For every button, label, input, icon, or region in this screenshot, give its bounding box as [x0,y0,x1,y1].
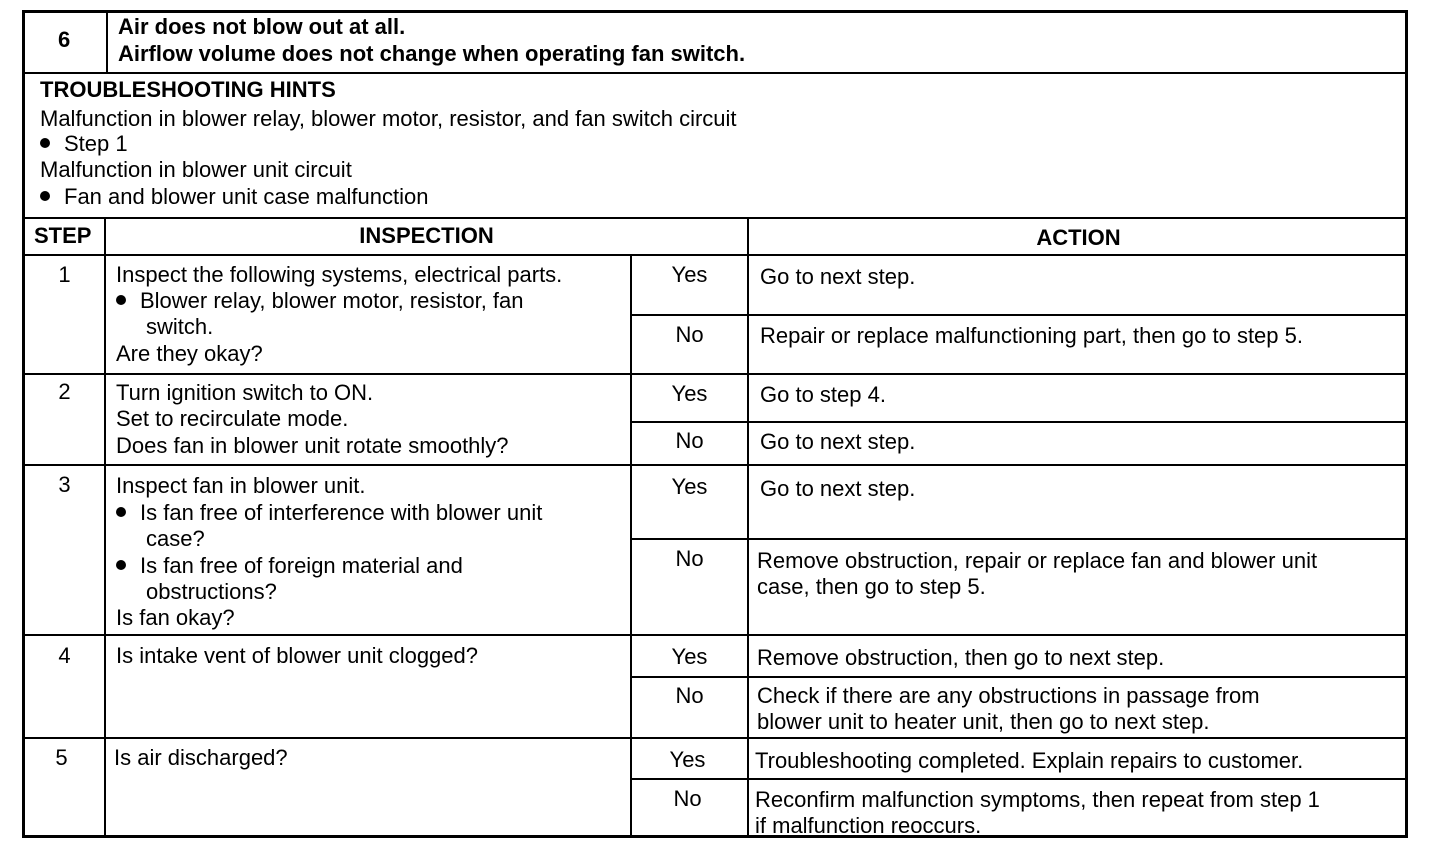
step2-inspection-question: Does fan in blower unit rotate smoothly? [116,433,509,458]
step1-inspection-question: Are they okay? [116,341,263,366]
bullet-icon [40,138,50,148]
rule-header-number-divider [106,10,108,73]
step5-no-action-line2: if malfunction reoccurs. [755,813,982,838]
step2-inspection-line2: Set to recirculate mode. [116,406,349,431]
column-header-inspection: INSPECTION [359,223,494,248]
hints-heading: TROUBLESHOOTING HINTS [40,77,336,102]
step5-yes-label: Yes [669,747,706,772]
rule-hints-bottom [22,217,1408,219]
step4-no-action-line2: blower unit to heater unit, then go to next step. [757,709,1210,734]
step4-no-label: No [675,683,704,708]
step2-no-action: Go to next step. [760,429,916,454]
column-header-step: STEP [34,223,92,248]
rule-step1-bottom [22,373,1408,375]
step3-inspection-bullet1-cont: case? [146,526,205,551]
step3-inspection-bullet2 [116,553,463,580]
rule-step-column [104,217,106,838]
step3-no-action-line2: case, then go to step 5. [757,574,986,599]
step2-yes-label: Yes [671,381,708,406]
column-header-action: ACTION [1036,225,1121,250]
step2-no-label: No [675,428,704,453]
hints-line1: Malfunction in blower relay, blower motor, resistor, and fan switch circuit [40,106,737,131]
step5-inspection-question: Is air discharged? [114,745,288,770]
step5-yes-action: Troubleshooting completed. Explain repairs to customer. [755,748,1304,773]
step-number: 1 [58,262,71,287]
hints-line2: Malfunction in blower unit circuit [40,157,352,182]
rule-step2-bottom [22,464,1408,466]
rule-action-column [747,217,749,838]
header-title-line1: Air does not blow out at all. [118,14,406,39]
step-number: 4 [58,643,71,668]
bullet-icon [116,560,126,570]
hints-bullet2 [40,184,428,211]
step5-no-label: No [673,786,702,811]
step-number: 2 [58,379,71,404]
step4-yes-action: Remove obstruction, then go to next step. [757,645,1165,670]
step-number: 5 [55,745,68,770]
step1-inspection-bullet-cont: switch. [146,314,214,339]
step1-no-action: Repair or replace malfunctioning part, then go to step 5. [760,323,1303,348]
rule-step3-bottom [22,634,1408,636]
bullet-icon [40,191,50,201]
step1-no-label: No [675,322,704,347]
header-title-line2: Airflow volume does not change when operating fan switch. [118,41,746,66]
header-number: 6 [58,27,71,52]
step3-bullet1-text: Is fan free of interference with blower unit [140,500,543,525]
step3-no-label: No [675,546,704,571]
step2-yes-action: Go to step 4. [760,382,886,407]
step4-yes-label: Yes [671,644,708,669]
step3-inspection-line: Inspect fan in blower unit. [116,473,366,498]
rule-columns-bottom [22,254,1408,256]
hints-bullet2-text: Fan and blower unit case malfunction [64,184,429,209]
bullet-icon [116,295,126,305]
step1-inspection-line: Inspect the following systems, electrical parts. [116,262,563,287]
step1-yes-action: Go to next step. [760,264,916,289]
hints-bullet1-text: Step 1 [64,131,128,156]
step1-inspection-bullet [116,288,524,315]
step3-yes-action: Go to next step. [760,476,916,501]
step4-no-action-line1: Check if there are any obstructions in passage from [757,683,1260,708]
step-number: 3 [58,472,71,497]
rule-step4-bottom [22,737,1408,739]
step2-inspection-line1: Turn ignition switch to ON. [116,380,374,405]
hints-bullet1 [40,131,128,158]
bullet-icon [116,507,126,517]
step5-no-action-line1: Reconfirm malfunction symptoms, then repeat from step 1 [755,787,1320,812]
step3-inspection-bullet2-cont: obstructions? [146,579,277,604]
step3-inspection-bullet1 [116,500,542,527]
step1-yes-label: Yes [671,262,708,287]
step3-bullet2-text: Is fan free of foreign material and [140,553,463,578]
step1-bullet-text: Blower relay, blower motor, resistor, fan [140,288,524,313]
step3-inspection-question: Is fan okay? [116,605,235,630]
step4-inspection-question: Is intake vent of blower unit clogged? [116,643,479,668]
rule-header-bottom [22,72,1408,74]
step3-yes-label: Yes [671,474,708,499]
step3-no-action-line1: Remove obstruction, repair or replace fan and blower unit [757,548,1318,573]
